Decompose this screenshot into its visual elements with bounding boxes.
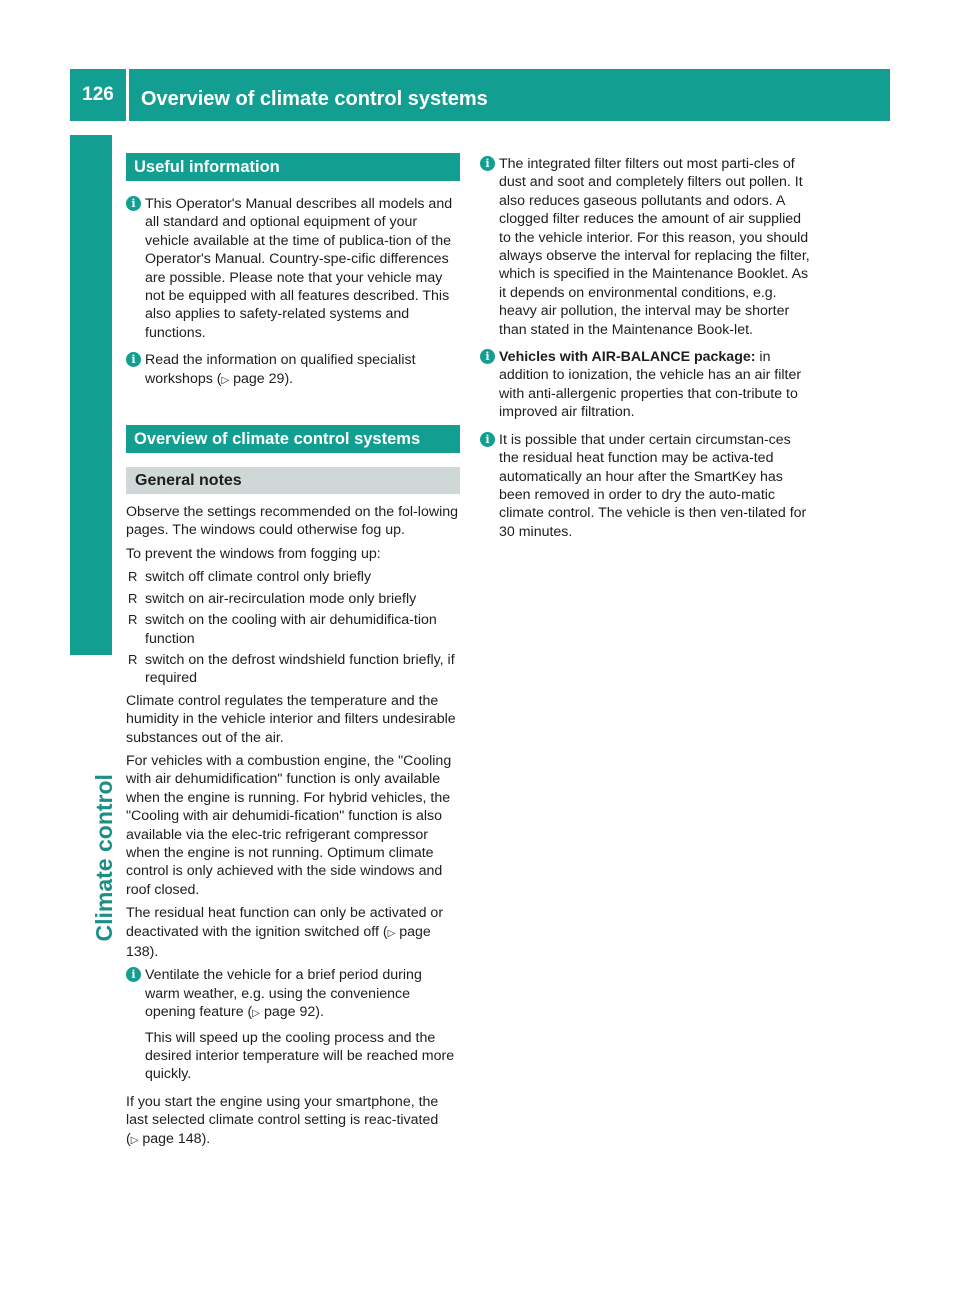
- list-item: R switch off climate control only briefly: [128, 569, 372, 586]
- paragraph: To prevent the windows from fogging up:: [126, 545, 381, 562]
- chapter-label-text: Climate control: [91, 774, 117, 942]
- info-note: [480, 348, 814, 422]
- info-note: [126, 351, 460, 390]
- list-item: R switch on the defrost windshield function briefly, if required: [128, 651, 455, 687]
- info-icon: i: [126, 352, 141, 367]
- left-column: [126, 153, 460, 1155]
- header-divider: [126, 69, 129, 121]
- page-ref-arrow-icon: ▷: [252, 1008, 260, 1020]
- note-text: This Operator's Manual describes all models and all standard and optional equipment of your vehicle available at the time of publica-tion of the Operator's Manual. Country-spe-cific differences are possible. Please note that your vehicle may not be equipped with all features described. This also applies to safety-related systems and functions.: [145, 196, 453, 341]
- info-note: [480, 431, 814, 541]
- page-reference-link[interactable]: page 29: [233, 370, 285, 387]
- note-text: The integrated filter filters out most parti-cles of dust and soot and completely filters out pollen. It also reduces gaseous pollutants and odors. A clogged filter reduces the amount of air supplied to the vehicle interior. For this reason, you should always observe the interval for replacing the filter, which is specified in the Maintenance Booklet. As it depends on environmental conditions, e.g. heavy air pollution, the interval may be shorter than stated in the Maintenance Book-let.: [499, 156, 810, 338]
- paragraph: Observe the settings recommended on the fol-lowing pages. The windows could otherwise fog up.: [126, 504, 459, 539]
- page-title: Overview of climate control systems: [141, 88, 488, 110]
- note-text: This will speed up the cooling process and the desired interior temperature will be reached more quickly.: [145, 1029, 455, 1083]
- info-icon: i: [480, 156, 495, 171]
- chapter-label: [70, 655, 117, 955]
- info-icon: i: [480, 349, 495, 364]
- fogging-prevention-list: [126, 568, 460, 687]
- page-reference-link[interactable]: page 92: [263, 1004, 316, 1021]
- bullet-icon: R: [128, 569, 138, 585]
- info-icon: i: [126, 967, 141, 982]
- page-ref-arrow-icon: ▷: [221, 374, 230, 386]
- info-note: [126, 966, 460, 1083]
- page-reference-link[interactable]: page 148: [142, 1130, 202, 1147]
- useful-information-heading: Useful information: [126, 153, 460, 181]
- general-notes-heading: General notes: [126, 467, 460, 494]
- paragraph: For vehicles with a combustion engine, the "Cooling with air dehumidification" function is only available when the engine is running. For hybrid vehicles, the "Cooling with air dehumidi-fication" function is also available via the elec-tric refrigerant compressor when the engine is not running. Optimum climate control is only achieved with the side windows and roof closed.: [126, 752, 452, 898]
- info-icon: i: [480, 432, 495, 447]
- list-item: R switch on the cooling with air dehumidifica-tion function: [128, 612, 437, 647]
- page-ref-arrow-icon: ▷: [130, 1134, 139, 1146]
- note-text: Ventilate the vehicle for a brief period during warm weather, e.g. using the convenience opening feature (▷ page 92).: [145, 967, 422, 1021]
- list-item: R switch on air-recirculation mode only briefly: [128, 590, 417, 607]
- paragraph: Climate control regulates the temperature and the humidity in the vehicle interior and filters undesirable substances out of the air.: [126, 692, 456, 746]
- bullet-icon: R: [128, 590, 138, 606]
- note-text: It is possible that under certain circumstan-ces the residual heat function may be activa-ted automatically an hour after the SmartKey has been removed in order to dry the auto-matic climate control. The vehicle is then ven-tilated for 30 minutes.: [499, 431, 807, 540]
- chapter-tab: [70, 135, 112, 655]
- note-text: Read the information on qualified specialist workshops (▷ page 29).: [145, 352, 416, 387]
- paragraph: If you start the engine using your smartphone, the last selected climate control setting is reac-tivated (▷ page 148).: [126, 1093, 439, 1147]
- info-note: [480, 155, 814, 339]
- right-column: [480, 155, 814, 550]
- page-number: 126: [82, 84, 114, 105]
- page-header: [70, 69, 890, 121]
- bullet-icon: R: [128, 612, 138, 628]
- paragraph: The residual heat function can only be activated or deactivated with the ignition switched off (▷ page 138).: [126, 905, 444, 960]
- page-reference-link[interactable]: page 138: [126, 923, 431, 960]
- bullet-icon: R: [128, 651, 138, 667]
- overview-heading: Overview of climate control systems: [126, 425, 460, 453]
- info-icon: i: [126, 196, 141, 211]
- note-text: Vehicles with AIR-BALANCE package: in addition to ionization, the vehicle has an air filter with anti-allergenic properties that con-tribute to improved air filtration.: [499, 349, 802, 421]
- page-ref-arrow-icon: ▷: [387, 927, 396, 939]
- info-note: [126, 195, 460, 342]
